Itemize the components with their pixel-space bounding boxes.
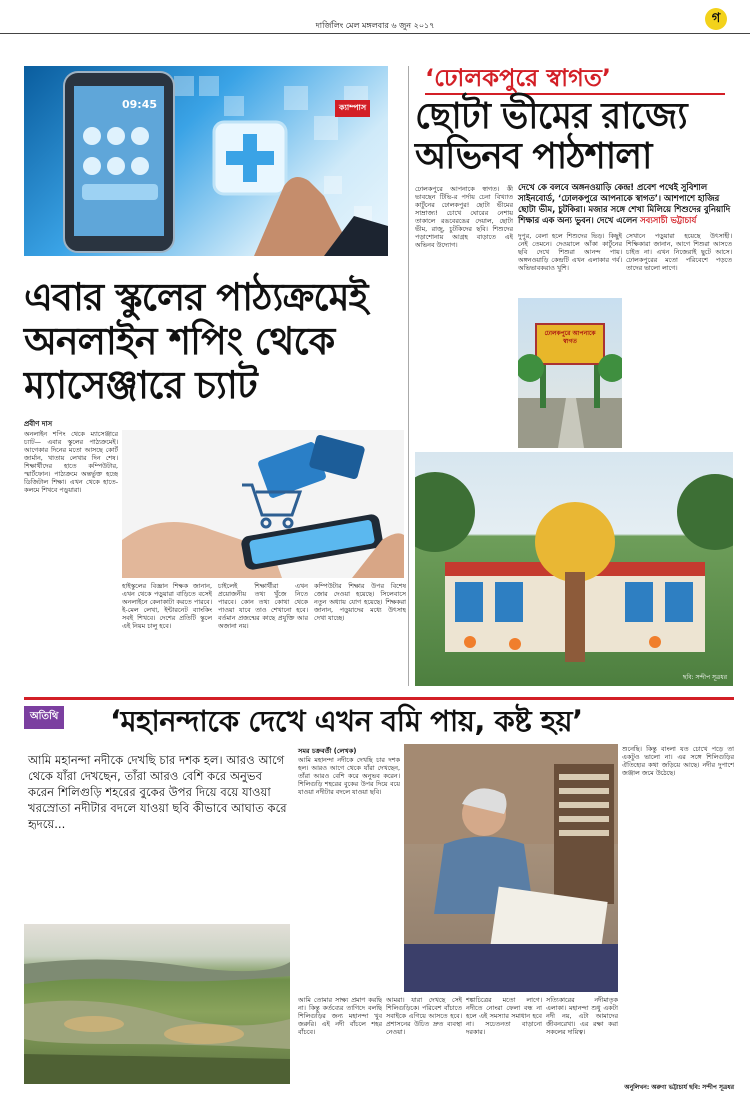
signboard-illustration — [518, 298, 622, 448]
signboard-photo — [518, 298, 622, 448]
page-number-badge: গ — [705, 8, 727, 30]
shopping-headline-line3: ম্যাসেঞ্জারে চ্যাট — [24, 363, 257, 407]
guest-credit: অনুলিখন: অরুণা ভট্টাচার্য ছবি: সন্দীপ সূত্রধর — [624, 1084, 734, 1091]
writer-illustration — [404, 744, 618, 992]
guest-pullquote: আমি মহানন্দা নদীকে দেখছি চার দশক হল। আরও আগে থেকে যাঁরা দেখছেন, তাঁরা আরও বেশি করে অনুভব করেন শিলিগুড়ি শহরের বুকের উপর দিয়ে বয়ে যাওয়া খরস্রোতা নদীটার বদলে যাওয়া ছবি কীভাবে আঘাত করে হৃদয়ে... — [28, 753, 287, 831]
river-illustration — [24, 924, 290, 1084]
campus-intro-text: দেখে কে বলবে অঙ্গনওয়াড়ি কেন্দ্র! প্রবেশ পথেই সুবিশাল সাইনবোর্ড, ‘ঢোলকপুরে আপনাকে স্বাগত’। আশপাশে হাজির ছোটা ভীম, চুটকিরা। মজার সঙ্গে শেখা মিলিয়ে শিশুদের বুনিয়াদি শিক্ষার এক অন্য ভুবন। দেখে এলেন — [518, 182, 731, 225]
phone-time: 09:45 — [122, 98, 158, 111]
hero-illustration — [24, 66, 388, 256]
playground-photo — [415, 452, 733, 686]
campus-col2: দুপুর, বেলা হলে শিশুদের ভিড়। কিছুই নেই তেমনে। দেওয়ালে আঁকা কার্টুনের ছবি দেখে শিশুরা আনন্দ পায়। অঙ্গনওয়াড়ি কেন্দ্রটি এখন এলাকার গর্ব। অভিভাবকরাও খুশি। — [518, 232, 622, 272]
campus-intro — [518, 182, 733, 226]
signboard-text: ঢোলকপুরে আপনাকে স্বাগত — [544, 330, 596, 345]
shopping-col4: কম্পিউটার শিক্ষার উপর বিশেষ জোর দেওয়া হয়েছে। সিলেবাসে নতুন অধ্যায় যোগ হয়েছে। শিক্ষকরা জানান, পড়ুয়াদের মধ্যে উৎসাহ দেখা যাচ্ছে। — [314, 582, 406, 622]
hero-phone-image — [24, 66, 388, 256]
cart-icon — [242, 485, 300, 527]
playground-illustration — [415, 452, 733, 686]
kicker-rule — [425, 93, 725, 95]
river-photo — [24, 924, 290, 1084]
shopping-col3: চাইলেই শিক্ষার্থীরা এখন প্রয়োজনীয় তথ্য খুঁজে নিতে পারবে। কোন তথ্য কোথা থেকে পাওয়া যাবে তাও শেখানো হবে। বর্তমান প্রজন্মের কাছে প্রযুক্তি আর অজানা নয়। — [218, 582, 308, 630]
shopping-col1: অনলাইন শপিং থেকে ম্যাসেঞ্জারে চ্যাট— এবার স্কুলের পাঠ্যক্রমেই। আগেকার দিনের মতো আসছে কোর্ট জার্মান, খাতায় লেখার দিন শেষ। শিক্ষার্থীদের হাতে কম্পিউটার, স্মার্টফোন। পাঠ্যক্রমে অন্তর্ভুক্ত হচ্ছে ডিজিটাল শিক্ষা। এখন থেকে হাতে-কলমে শিখবে পড়ুয়ারা। — [24, 430, 118, 494]
masthead: দার্জিলিং মেল মঙ্গলবার ৬ জুন ২০১৭ — [315, 21, 435, 30]
shopping-byline: প্রবীণ দাস — [24, 420, 53, 428]
shopping-headline-line2: অনলাইন শপিং থেকে — [24, 319, 335, 363]
guest-col6: সত্যিকারের নদীমাতৃক এলাকা। মহানন্দা শুধু একটা নদী নয়, এটা আমাদের জীবনরেখা। এর রক্ষা করা সকলের দায়িত্ব। — [546, 996, 618, 1036]
campus-reporter: সব্যসাচী ভট্টাচার্য — [640, 215, 697, 225]
cart-illustration — [122, 430, 404, 578]
guest-col1: আমি মহানন্দা নদীকে দেখছি চার দশক হল। আরও আগে থেকে যাঁরা দেখছেন, তাঁরা আরও বেশি করে অনুভব করেন। শিলিগুড়ি শহরের বুকের উপর দিয়ে বয়ে যাওয়া নদীটার বদলে যাওয়া ছবি। — [298, 756, 400, 796]
guest-section-label: অতিথি — [24, 706, 64, 729]
guest-byline: সমর চক্রবর্তী (লেখক) — [298, 747, 357, 755]
shopping-headline — [24, 275, 394, 407]
campus-headline — [415, 97, 735, 177]
playground-credit: ছবি: সন্দীপ সূত্রধর — [682, 674, 727, 681]
shopping-cart-photo — [122, 430, 404, 578]
shopping-headline-line1: এবার স্কুলের পাঠ্যক্রমেই — [24, 275, 368, 319]
guest-headline: ‘মহানন্দাকে দেখে এখন বমি পায়, কষ্ট হয়’ — [110, 704, 583, 738]
guest-col5: শঙ্কাচিত্রের মতো লাগে। নদীতে নোংরা ফেলা বন্ধ না হলে এই সমস্যার সমাধান হবে না। সচেতনতা বাড়ানো দরকার। — [466, 996, 542, 1036]
guest-col2: শুনেছি। কিন্তু বাংলা যত চোখে পড়ে তা একটুও ভালো না। এর সঙ্গে শিলিগুড়ির ঐতিহ্যের কথা জড়িয়ে আছে। নদীর দুপাশে জঞ্জাল জমে উঠেছে। — [622, 745, 734, 777]
campus-col1: ঢোলকপুরে আপনাকে স্বাগত। কী ভাবছেন টিভি-র পর্দায় চেনা বিখ্যাত কার্টুনের ঢোলকপুর! ছোটা ভীমের সাম্রাজ্য! চোখে ঘোরের নেশায় তাকালে রঙবেরঙের দেয়াল, ছোটা ভীম, রাজু, চুটকিদের ছবি। শিশুদের পড়াশোনায় আগ্রহ বাড়াতে এই অভিনব উদ্যোগ। — [415, 185, 513, 249]
shopping-col2: হাইস্কুলের বিজ্ঞান শিক্ষক জানান, এখন থেকে পড়ুয়ারা বাড়িতে বসেই অনলাইনে কেনাকাটা করতে পারবে। ই-মেল লেখা, ইন্টারনেট ব্যাংকিং সবই শিখবে। দেশের প্রতিটি স্কুলে এই নিয়ম চালু হবে। — [122, 582, 212, 630]
column-divider — [408, 66, 409, 686]
writer-photo — [404, 744, 618, 992]
guest-col3: আমি তোমার সাক্ষ্য প্রমাণ করছি না। কিন্তু কর্তব্যের তাগিদে বলছি শিলিগুড়ির জন্য মহানন্দা খুব জরুরি। এই নদী বাঁচলে শহর বাঁচবে। — [298, 996, 382, 1036]
campus-section-label: ক্যাম্পাস — [335, 100, 370, 117]
campus-kicker: ‘ঢোলকপুরে স্বাগত’ — [425, 64, 611, 92]
campus-col3: সেখানে পড়ুয়ারা হয়েছে উৎসাহী। শিক্ষিকারা জানান, আগে শিশুরা আসতে চাইত না। এখন নিজেরাই ছুটে আসে। ঢোলকপুরের মতো পরিবেশে পড়তে তাদের ভালো লাগে। — [626, 232, 732, 272]
campus-headline-line2: অভিনব পাঠশালা — [415, 136, 652, 177]
page-header — [0, 0, 750, 34]
guest-col4: আমরা। যারা দেখছে সেই শিলিগুড়িকে। পরিবেশ বাঁচাতে সবাইকে এগিয়ে আসতে হবে। প্রশাসনের উচিত দ্রুত ব্যবস্থা নেওয়া। — [386, 996, 462, 1036]
campus-headline-line1: ছোটা ভীমের রাজ্যে — [415, 96, 687, 137]
